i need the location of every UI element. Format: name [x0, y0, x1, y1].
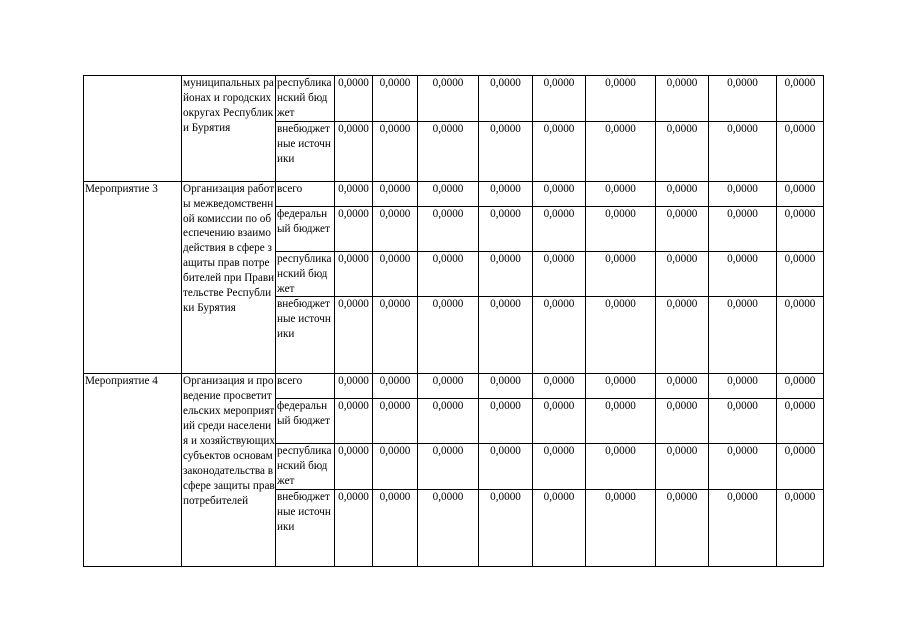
value-cell: 0,0000	[777, 490, 824, 567]
value-cell: 0,0000	[335, 181, 373, 206]
value-cell: 0,0000	[533, 444, 586, 490]
value-cell: 0,0000	[373, 444, 418, 490]
value-cell: 0,0000	[777, 181, 824, 206]
value-cell: 0,0000	[656, 181, 709, 206]
value-cell: 0,0000	[656, 297, 709, 374]
funding-source-cell: внебюджетные источники	[276, 121, 335, 181]
value-cell: 0,0000	[479, 444, 533, 490]
value-cell: 0,0000	[335, 399, 373, 444]
event-name-cell: Организация и проведение просветительских мероприятий среди населения и хозяйствующих субъектов основам законодательства в сфере защиты прав потребителей	[182, 374, 276, 567]
value-cell: 0,0000	[335, 490, 373, 567]
value-cell: 0,0000	[418, 490, 479, 567]
value-cell: 0,0000	[656, 374, 709, 399]
value-cell: 0,0000	[335, 206, 373, 251]
table-row	[84, 374, 824, 399]
value-cell: 0,0000	[777, 374, 824, 399]
value-cell: 0,0000	[709, 297, 777, 374]
funding-source-cell: федеральный бюджет	[276, 206, 335, 251]
value-cell: 0,0000	[656, 399, 709, 444]
funding-source-cell: республиканский бюджет	[276, 251, 335, 297]
value-cell: 0,0000	[586, 121, 656, 181]
value-cell: 0,0000	[709, 181, 777, 206]
value-cell: 0,0000	[335, 251, 373, 297]
value-cell: 0,0000	[586, 76, 656, 122]
value-cell: 0,0000	[335, 121, 373, 181]
value-cell: 0,0000	[479, 374, 533, 399]
value-cell: 0,0000	[418, 444, 479, 490]
table-row	[84, 181, 824, 206]
value-cell: 0,0000	[418, 206, 479, 251]
value-cell: 0,0000	[418, 76, 479, 122]
table-row	[84, 76, 824, 122]
value-cell: 0,0000	[656, 251, 709, 297]
funding-source-cell: федеральный бюджет	[276, 399, 335, 444]
event-name-cell: Организация работы межведомственной комиссии по обеспечению взаимодействия в сфере защиты прав потребителей при Правительстве Республики Бурятия	[182, 181, 276, 374]
table-body	[84, 76, 824, 567]
value-cell: 0,0000	[373, 374, 418, 399]
value-cell: 0,0000	[586, 251, 656, 297]
value-cell: 0,0000	[479, 206, 533, 251]
value-cell: 0,0000	[479, 399, 533, 444]
funding-source-cell: республиканский бюджет	[276, 76, 335, 122]
value-cell: 0,0000	[418, 181, 479, 206]
value-cell: 0,0000	[479, 297, 533, 374]
value-cell: 0,0000	[335, 76, 373, 122]
value-cell: 0,0000	[418, 374, 479, 399]
value-cell: 0,0000	[656, 444, 709, 490]
value-cell: 0,0000	[656, 206, 709, 251]
value-cell: 0,0000	[777, 206, 824, 251]
value-cell: 0,0000	[777, 297, 824, 374]
value-cell: 0,0000	[335, 297, 373, 374]
value-cell: 0,0000	[479, 490, 533, 567]
funding-source-cell: республиканский бюджет	[276, 444, 335, 490]
event-cell: Мероприятие 4	[84, 374, 182, 567]
value-cell: 0,0000	[335, 444, 373, 490]
value-cell: 0,0000	[373, 297, 418, 374]
value-cell: 0,0000	[777, 444, 824, 490]
event-name-cell: муниципальных районах и городских округах Республики Бурятия	[182, 76, 276, 182]
funding-source-cell: внебюджетные источники	[276, 297, 335, 374]
funding-source-cell: всего	[276, 374, 335, 399]
value-cell: 0,0000	[709, 490, 777, 567]
value-cell: 0,0000	[586, 206, 656, 251]
value-cell: 0,0000	[586, 374, 656, 399]
budget-table	[83, 75, 824, 567]
value-cell: 0,0000	[709, 121, 777, 181]
value-cell: 0,0000	[373, 251, 418, 297]
value-cell: 0,0000	[479, 121, 533, 181]
value-cell: 0,0000	[709, 76, 777, 122]
value-cell: 0,0000	[777, 251, 824, 297]
value-cell: 0,0000	[533, 374, 586, 399]
value-cell: 0,0000	[479, 76, 533, 122]
event-cell: Мероприятие 3	[84, 181, 182, 374]
value-cell: 0,0000	[373, 121, 418, 181]
value-cell: 0,0000	[479, 251, 533, 297]
value-cell: 0,0000	[709, 251, 777, 297]
value-cell: 0,0000	[656, 490, 709, 567]
value-cell: 0,0000	[709, 206, 777, 251]
value-cell: 0,0000	[418, 297, 479, 374]
value-cell: 0,0000	[373, 399, 418, 444]
value-cell: 0,0000	[709, 399, 777, 444]
value-cell: 0,0000	[777, 399, 824, 444]
value-cell: 0,0000	[777, 76, 824, 122]
value-cell: 0,0000	[533, 399, 586, 444]
value-cell: 0,0000	[656, 76, 709, 122]
value-cell: 0,0000	[418, 399, 479, 444]
value-cell: 0,0000	[533, 206, 586, 251]
value-cell: 0,0000	[586, 490, 656, 567]
value-cell: 0,0000	[586, 399, 656, 444]
value-cell: 0,0000	[373, 76, 418, 122]
value-cell: 0,0000	[586, 181, 656, 206]
value-cell: 0,0000	[533, 490, 586, 567]
funding-source-cell: всего	[276, 181, 335, 206]
value-cell: 0,0000	[533, 121, 586, 181]
value-cell: 0,0000	[777, 121, 824, 181]
value-cell: 0,0000	[373, 490, 418, 567]
value-cell: 0,0000	[709, 374, 777, 399]
value-cell: 0,0000	[533, 181, 586, 206]
value-cell: 0,0000	[418, 121, 479, 181]
value-cell: 0,0000	[373, 181, 418, 206]
value-cell: 0,0000	[533, 297, 586, 374]
value-cell: 0,0000	[533, 76, 586, 122]
value-cell: 0,0000	[586, 444, 656, 490]
funding-source-cell: внебюджетные источники	[276, 490, 335, 567]
value-cell: 0,0000	[335, 374, 373, 399]
value-cell: 0,0000	[418, 251, 479, 297]
value-cell: 0,0000	[533, 251, 586, 297]
value-cell: 0,0000	[656, 121, 709, 181]
value-cell: 0,0000	[373, 206, 418, 251]
value-cell: 0,0000	[479, 181, 533, 206]
value-cell: 0,0000	[709, 444, 777, 490]
event-cell	[84, 76, 182, 182]
value-cell: 0,0000	[586, 297, 656, 374]
